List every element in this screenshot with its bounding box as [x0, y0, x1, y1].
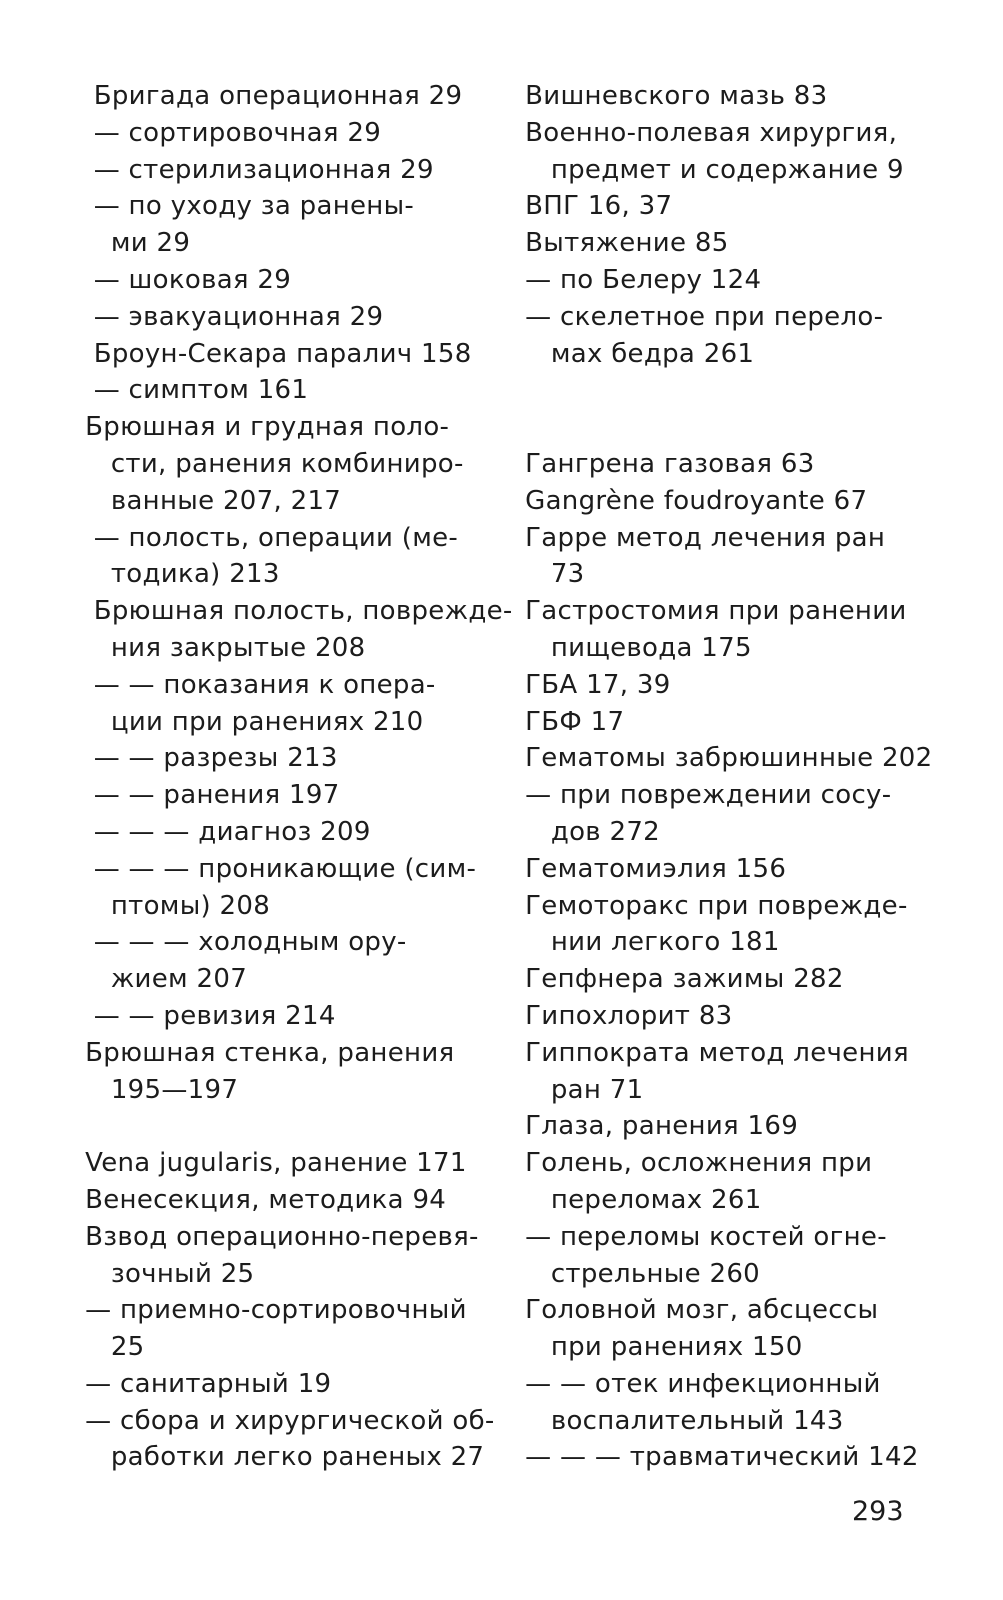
- index-entry-line: сти, ранения комбиниро-: [68, 448, 464, 479]
- index-entry-line: Гематомы забрюшинные 202: [508, 743, 933, 774]
- index-entry-line: 195—197: [68, 1074, 239, 1105]
- index-entry-line: работки легко раненых 27: [68, 1442, 485, 1473]
- index-entry-line: 25: [68, 1332, 145, 1363]
- index-entry-line: Броун-Секара паралич 158: [68, 338, 472, 369]
- index-entry-line: ГБА 17, 39: [508, 669, 671, 700]
- index-entry-line: Гастростомия при ранении: [508, 596, 907, 627]
- index-entry-line: — скелетное при перело-: [508, 301, 884, 332]
- index-entry-line: — — — травматический 142: [508, 1442, 919, 1473]
- index-entry-line: — — — диагноз 209: [68, 816, 371, 847]
- index-entry-line: — — ревизия 214: [68, 1000, 336, 1031]
- index-entry-line: Gangrène foudroyante 67: [508, 485, 868, 516]
- index-entry-line: — симптом 161: [68, 375, 309, 406]
- index-entry-line: мах бедра 261: [508, 338, 755, 369]
- index-entry-line: ния закрытые 208: [68, 632, 366, 663]
- index-entry-line: Гиппократа метод лечения: [508, 1037, 909, 1068]
- index-entry-line: Вишневского мазь 83: [508, 81, 828, 111]
- index-entry-line: — переломы костей огне-: [508, 1221, 887, 1252]
- index-entry-line: — сортировочная 29: [68, 117, 382, 148]
- index-entry-line: Гангрена газовая 63: [508, 448, 815, 479]
- index-entry-line: Бригада операционная 29: [68, 81, 463, 111]
- index-entry-line: — полость, операции (ме-: [68, 522, 459, 553]
- index-entry-line: ВПГ 16, 37: [508, 191, 673, 222]
- blank-line: [68, 1108, 468, 1145]
- index-entry-line: пищевода 175: [508, 632, 752, 663]
- index-entry-line: Венесекция, методика 94: [68, 1184, 447, 1215]
- index-entry-line: Гарре метод лечения ран: [508, 522, 886, 553]
- index-entry-line: стрельные 260: [508, 1258, 761, 1289]
- index-entry-line: ми 29: [68, 228, 191, 259]
- index-entry-line: — шоковая 29: [68, 264, 292, 295]
- index-entry-line: предмет и содержание 9: [508, 154, 904, 185]
- index-entry-line: — стерилизационная 29: [68, 154, 434, 185]
- index-entry-line: — эвакуационная 29: [68, 301, 384, 332]
- index-entry-line: — приемно-сортировочный: [68, 1295, 467, 1326]
- index-entry-line: Голень, осложнения при: [508, 1148, 873, 1179]
- index-entry-line: Гипохлорит 83: [508, 1000, 733, 1031]
- right-index-column: [508, 78, 933, 1476]
- index-entry-line: зочный 25: [68, 1258, 255, 1289]
- index-entry-line: ции при ранениях 210: [68, 706, 424, 737]
- index-entry-line: — санитарный 19: [68, 1368, 332, 1399]
- index-entry-line: — по уходу за ранены-: [68, 191, 415, 222]
- index-entry-line: Взвод операционно-перевя-: [68, 1221, 479, 1252]
- index-entry-line: тодика) 213: [68, 559, 280, 590]
- blank-line: [508, 409, 923, 446]
- index-entry-line: Гематомиэлия 156: [508, 853, 787, 884]
- index-entry-line: Головной мозг, абсцессы: [508, 1295, 879, 1326]
- index-entry-line: — — отек инфекционный: [508, 1368, 881, 1399]
- index-entry-line: 73: [508, 559, 585, 590]
- index-entry-line: Гемоторакс при поврежде-: [508, 890, 908, 921]
- index-entry-line: Гепфнера зажимы 282: [508, 964, 844, 995]
- index-entry-line: ванные 207, 217: [68, 485, 342, 516]
- index-entry-line: при ранениях 150: [508, 1332, 803, 1363]
- index-entry-line: — — — холодным ору-: [68, 927, 407, 958]
- index-entry-line: — — ранения 197: [68, 780, 340, 811]
- index-entry-line: ран 71: [508, 1074, 644, 1105]
- index-entry-line: — сбора и хирургической об-: [68, 1405, 495, 1436]
- index-entry-line: жием 207: [68, 964, 248, 995]
- index-entry-line: птомы) 208: [68, 890, 271, 921]
- index-entry-line: нии легкого 181: [508, 927, 780, 958]
- index-entry-line: переломах 261: [508, 1184, 762, 1215]
- index-entry-line: Брюшная стенка, ранения: [68, 1037, 455, 1068]
- index-entry-line: Военно-полевая хирургия,: [508, 117, 898, 148]
- index-entry-line: воспалительный 143: [508, 1405, 844, 1436]
- index-entry-line: — по Белеру 124: [508, 264, 762, 295]
- index-entry-line: Глаза, ранения 169: [508, 1111, 799, 1142]
- blank-line: [508, 372, 923, 409]
- index-entry-line: — — — проникающие (сим-: [68, 853, 477, 884]
- index-entry-line: — при повреждении сосу-: [508, 780, 892, 811]
- index-entry-line: Вытяжение 85: [508, 228, 729, 259]
- index-entry-line: Vena jugularis, ранение 171: [68, 1148, 467, 1179]
- index-entry-line: дов 272: [508, 816, 661, 847]
- page-number: 293: [852, 1496, 904, 1527]
- index-entry-line: Брюшная и грудная поло-: [68, 412, 450, 443]
- index-entry-line: — — разрезы 213: [68, 743, 338, 774]
- left-index-column: [68, 78, 513, 1476]
- index-entry-line: ГБФ 17: [508, 706, 625, 737]
- index-entry-line: — — показания к опера-: [68, 669, 436, 700]
- index-entry-line: Брюшная полость, поврежде-: [68, 596, 513, 627]
